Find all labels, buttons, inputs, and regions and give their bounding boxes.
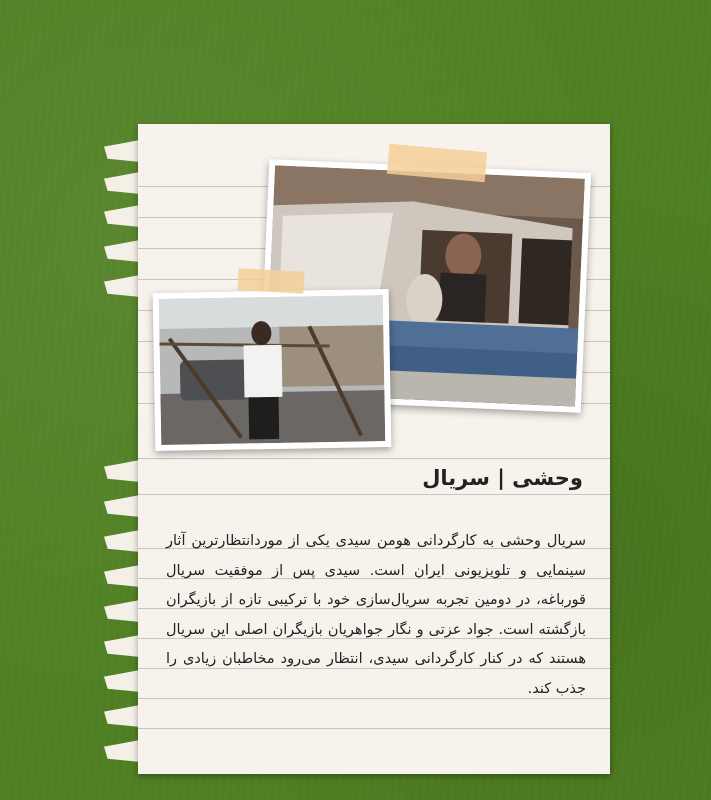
paper-tear — [104, 240, 140, 262]
paper-tear — [104, 530, 140, 552]
ruled-line — [138, 494, 610, 495]
standing-man-image — [159, 295, 386, 445]
paper-tear — [104, 205, 140, 227]
paper-tear — [104, 740, 140, 762]
ruled-line — [138, 728, 610, 729]
paper-tear — [104, 600, 140, 622]
paper-tear — [104, 670, 140, 692]
tape-strip — [237, 268, 304, 293]
paper-tear — [104, 565, 140, 587]
paper-tear — [104, 705, 140, 727]
ruled-line — [138, 458, 610, 459]
standing-man-photo — [153, 289, 392, 451]
paper-tear — [104, 172, 140, 194]
paper-tear — [104, 460, 140, 482]
article-body: سریال وحشی به کارگردانی هومن سیدی یکی از موردانتظارترین آثار سینمایی و تلویزیونی ایران است. سیدی پس از موفقیت سریال قورباغه، در دومین تجربه سریال‌سازی خود با ترکیبی تازه از بازیگران بازگشته است. جواد عزتی و نگار جواهریان بازیگران اصلی این سریال هستند که در کنار کارگردانی سیدی، انتظار می‌رود مخاطبان زیادی را جذب کند. — [166, 533, 586, 697]
paper-tear — [104, 635, 140, 657]
paper-tear — [104, 495, 140, 517]
paper-tear — [104, 140, 140, 162]
article-title: وحشی | سریال — [422, 466, 583, 490]
paper-tear — [104, 275, 140, 297]
